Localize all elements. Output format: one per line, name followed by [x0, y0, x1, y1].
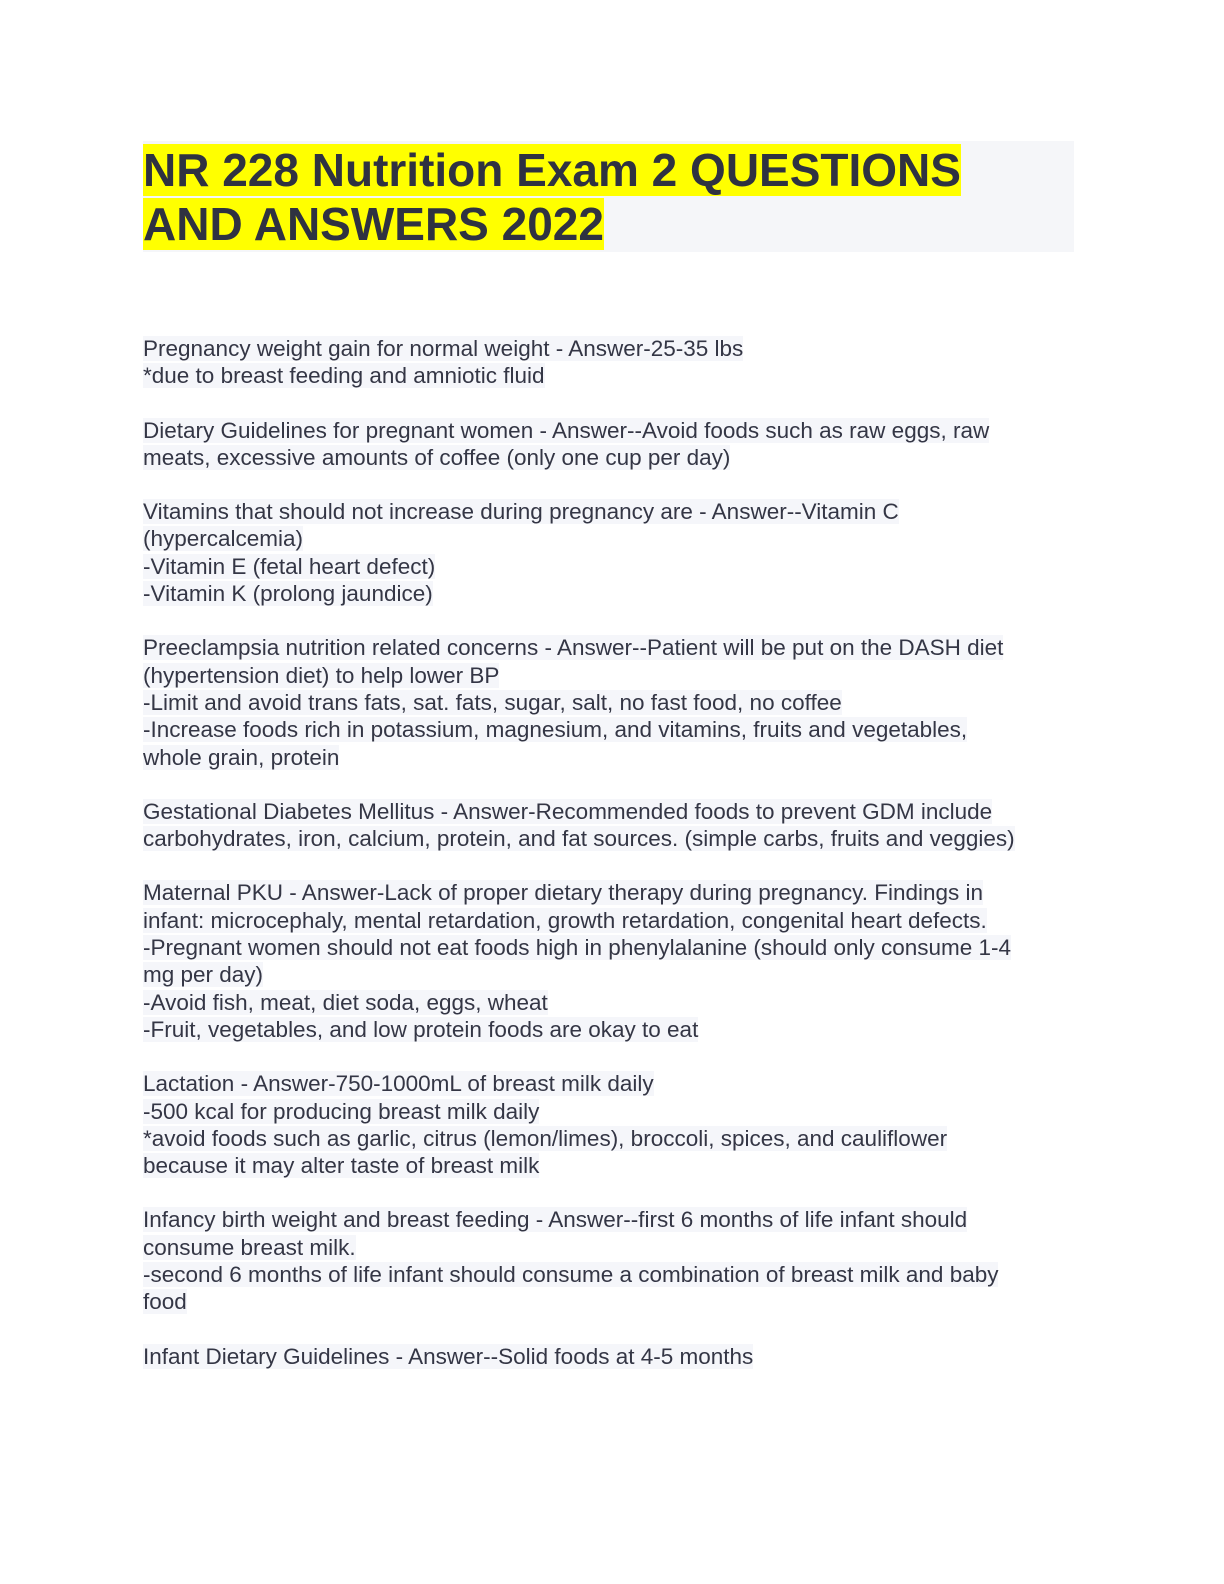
- qa-line-wrap: [143, 553, 1074, 580]
- qa-item: [143, 1206, 1074, 1315]
- document-title: [143, 141, 1074, 251]
- qa-answer-line: -Pregnant women should not eat foods high in phenylalanine (should only consume 1-4: [143, 935, 1012, 961]
- qa-answer-line: -Increase foods rich in potassium, magnesium, and vitamins, fruits and vegetables,: [143, 717, 968, 743]
- qa-line-wrap: [143, 879, 1074, 906]
- qa-line-wrap: [143, 907, 1074, 934]
- title-line-2: AND ANSWERS 2022: [143, 198, 604, 250]
- qa-answer-line: consume breast milk.: [143, 1234, 356, 1260]
- qa-answer-line: (hypercalcemia): [143, 526, 304, 552]
- qa-answer-line: (hypertension diet) to help lower BP: [143, 662, 500, 688]
- qa-item: [143, 498, 1074, 607]
- qa-line-wrap: [143, 989, 1074, 1016]
- qa-question-line: Pregnancy weight gain for normal weight - Answer-25-35 lbs: [143, 336, 744, 361]
- qa-item: [143, 879, 1074, 1043]
- qa-item: [143, 798, 1074, 853]
- qa-line-wrap: [143, 525, 1074, 552]
- qa-answer-line: -500 kcal for producing breast milk daily: [143, 1098, 540, 1124]
- qa-line-wrap: [143, 580, 1074, 607]
- qa-answer-line: -Fruit, vegetables, and low protein foods are okay to eat: [143, 1016, 699, 1042]
- qa-line-wrap: [143, 498, 1074, 525]
- qa-answer-line: food: [143, 1289, 187, 1315]
- qa-question-line: Infancy birth weight and breast feeding - Answer--first 6 months of life infant should: [143, 1207, 968, 1233]
- qa-answer-line: whole grain, protein: [143, 744, 340, 770]
- qa-question-line: Infant Dietary Guidelines - Answer--Solid foods at 4-5 months: [143, 1343, 754, 1369]
- qa-answer-line: because it may alter taste of breast milk: [143, 1153, 540, 1179]
- qa-line-wrap: [143, 716, 1074, 743]
- qa-line-wrap: [143, 1152, 1074, 1179]
- qa-answer-line: -Vitamin K (prolong jaundice): [143, 581, 433, 607]
- qa-question-line: Vitamins that should not increase during pregnancy are - Answer--Vitamin C: [143, 499, 899, 525]
- qa-line-wrap: [143, 798, 1074, 825]
- qa-line-wrap: [143, 934, 1074, 961]
- qa-item: [143, 335, 1074, 390]
- qa-item: [143, 634, 1074, 770]
- qa-answer-line: *due to breast feeding and amniotic fluid: [143, 363, 545, 389]
- qa-answer-line: infant: microcephaly, mental retardation, growth retardation, congenital heart defects.: [143, 907, 987, 933]
- qa-line-wrap: [143, 1016, 1074, 1043]
- qa-line-wrap: [143, 1125, 1074, 1152]
- qa-answer-line: -Avoid fish, meat, diet soda, eggs, wheat: [143, 989, 548, 1015]
- qa-line-wrap: [143, 689, 1074, 716]
- qa-item: [143, 1343, 1074, 1370]
- qa-line-wrap: [143, 662, 1074, 689]
- qa-item: [143, 1070, 1074, 1179]
- qa-line-wrap: [143, 961, 1074, 988]
- qa-line-wrap: [143, 417, 1074, 444]
- qa-line-wrap: [143, 362, 1074, 389]
- qa-line-wrap: [143, 825, 1074, 852]
- qa-question-line: Dietary Guidelines for pregnant women - Answer--Avoid foods such as raw eggs, raw: [143, 417, 990, 443]
- title-block: [143, 141, 1074, 252]
- qa-line-wrap: [143, 444, 1074, 471]
- qa-list: [143, 335, 1074, 1370]
- qa-item: [143, 417, 1074, 472]
- title-line-1: NR 228 Nutrition Exam 2 QUESTIONS: [143, 144, 961, 196]
- qa-question-line: Lactation - Answer-750-1000mL of breast milk daily: [143, 1071, 654, 1097]
- qa-question-line: Maternal PKU - Answer-Lack of proper dietary therapy during pregnancy. Findings in: [143, 880, 984, 906]
- qa-answer-line: -second 6 months of life infant should consume a combination of breast milk and baby: [143, 1262, 999, 1288]
- qa-answer-line: *avoid foods such as garlic, citrus (lemon/limes), broccoli, spices, and cauliflower: [143, 1125, 948, 1151]
- qa-question-line: Gestational Diabetes Mellitus - Answer-Recommended foods to prevent GDM include: [143, 798, 993, 824]
- qa-line-wrap: [143, 744, 1074, 771]
- qa-answer-line: -Limit and avoid trans fats, sat. fats, sugar, salt, no fast food, no coffee: [143, 689, 842, 715]
- qa-line-wrap: [143, 1261, 1074, 1288]
- qa-line-wrap: [143, 1343, 1074, 1370]
- qa-answer-line: -Vitamin E (fetal heart defect): [143, 553, 436, 579]
- qa-line-wrap: [143, 1098, 1074, 1125]
- qa-question-line: Preeclampsia nutrition related concerns - Answer--Patient will be put on the DASH diet: [143, 635, 1004, 661]
- qa-line-wrap: [143, 1234, 1074, 1261]
- qa-line-wrap: [143, 1206, 1074, 1233]
- document-page: [143, 141, 1074, 1397]
- qa-line-wrap: [143, 1288, 1074, 1315]
- qa-line-wrap: [143, 335, 1074, 362]
- qa-answer-line: meats, excessive amounts of coffee (only one cup per day): [143, 444, 731, 470]
- qa-answer-line: mg per day): [143, 962, 264, 988]
- qa-answer-line: carbohydrates, iron, calcium, protein, and fat sources. (simple carbs, fruits and veggies): [143, 826, 1015, 852]
- qa-line-wrap: [143, 634, 1074, 661]
- qa-line-wrap: [143, 1070, 1074, 1097]
